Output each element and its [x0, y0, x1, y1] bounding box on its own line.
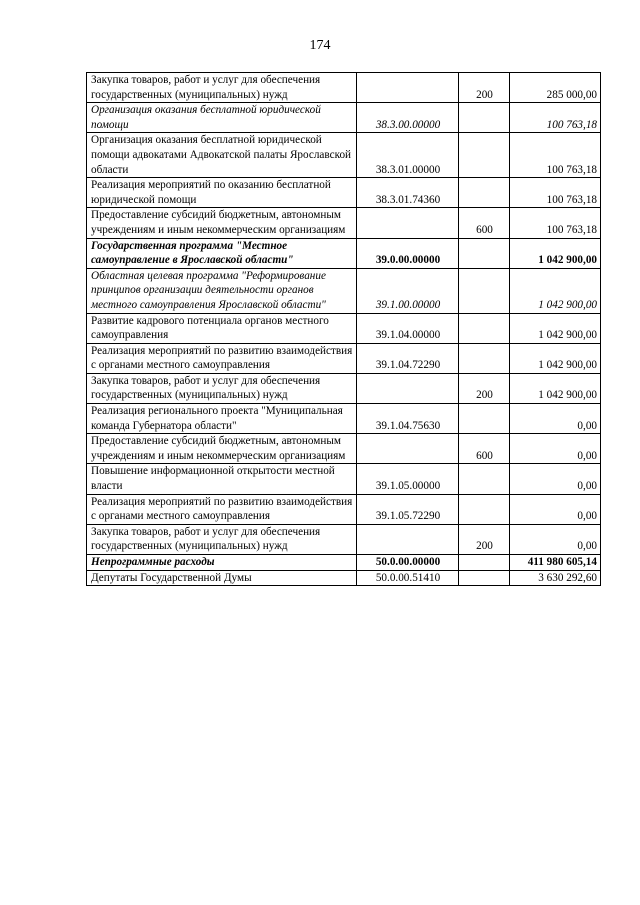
- row-sum-cell: 1 042 900,00: [510, 238, 601, 268]
- table-row: [87, 555, 601, 571]
- table-row: [87, 464, 601, 494]
- row-sum-cell: 1 042 900,00: [510, 373, 601, 403]
- row-name-cell: Реализация регионального проекта "Муниципальная команда Губернатора области": [87, 404, 357, 434]
- row-code-cell: 38.3.01.74360: [357, 178, 459, 208]
- row-type-cell: [459, 313, 510, 343]
- row-type-cell: 600: [459, 434, 510, 464]
- row-name-cell: Реализация мероприятий по развитию взаимодействия с органами местного самоуправления: [87, 494, 357, 524]
- row-name-cell: Организация оказания бесплатной юридической помощи адвокатами Адвокатской палаты Ярославской области: [87, 133, 357, 178]
- row-type-cell: 200: [459, 73, 510, 103]
- row-name-cell: Закупка товаров, работ и услуг для обеспечения государственных (муниципальных) нужд: [87, 373, 357, 403]
- page-number: 174: [309, 38, 331, 53]
- row-code-cell: [357, 524, 459, 554]
- row-type-cell: [459, 404, 510, 434]
- row-code-cell: [357, 434, 459, 464]
- row-sum-cell: 1 042 900,00: [510, 343, 601, 373]
- budget-table-body: [87, 73, 601, 586]
- table-row: [87, 494, 601, 524]
- row-sum-cell: 285 000,00: [510, 73, 601, 103]
- row-name-cell: Областная целевая программа "Реформирование принципов организации деятельности органов местного самоуправления Ярославской области": [87, 268, 357, 313]
- row-code-cell: 39.1.04.75630: [357, 404, 459, 434]
- row-sum-cell: 3 630 292,60: [510, 570, 601, 586]
- row-code-cell: 50.0.00.51410: [357, 570, 459, 586]
- row-sum-cell: 0,00: [510, 404, 601, 434]
- row-name-cell: Закупка товаров, работ и услуг для обеспечения государственных (муниципальных) нужд: [87, 524, 357, 554]
- row-name-cell: Повышение информационной открытости местной власти: [87, 464, 357, 494]
- row-type-cell: [459, 178, 510, 208]
- row-type-cell: 200: [459, 524, 510, 554]
- row-sum-cell: 0,00: [510, 464, 601, 494]
- row-code-cell: 38.3.01.00000: [357, 133, 459, 178]
- row-sum-cell: 411 980 605,14: [510, 555, 601, 571]
- row-name-cell: Непрограммные расходы: [87, 555, 357, 571]
- table-row: [87, 373, 601, 403]
- table-row: [87, 524, 601, 554]
- table-row: [87, 268, 601, 313]
- table-row: [87, 133, 601, 178]
- row-code-cell: 39.1.04.00000: [357, 313, 459, 343]
- row-name-cell: Государственная программа "Местное самоуправление в Ярославской области": [87, 238, 357, 268]
- row-type-cell: [459, 570, 510, 586]
- table-row: [87, 178, 601, 208]
- row-sum-cell: 100 763,18: [510, 208, 601, 238]
- budget-table: [86, 72, 601, 586]
- row-type-cell: 600: [459, 208, 510, 238]
- row-code-cell: 50.0.00.00000: [357, 555, 459, 571]
- row-name-cell: Предоставление субсидий бюджетным, автономным учреждениям и иным некоммерческим организациям: [87, 434, 357, 464]
- row-type-cell: [459, 103, 510, 133]
- row-type-cell: [459, 464, 510, 494]
- row-type-cell: [459, 343, 510, 373]
- table-row: [87, 73, 601, 103]
- table-row: [87, 404, 601, 434]
- row-type-cell: [459, 133, 510, 178]
- row-sum-cell: 0,00: [510, 494, 601, 524]
- row-code-cell: 38.3.00.00000: [357, 103, 459, 133]
- row-sum-cell: 100 763,18: [510, 178, 601, 208]
- row-type-cell: [459, 555, 510, 571]
- row-type-cell: [459, 268, 510, 313]
- table-row: [87, 313, 601, 343]
- row-name-cell: Закупка товаров, работ и услуг для обеспечения государственных (муниципальных) нужд: [87, 73, 357, 103]
- table-row: [87, 238, 601, 268]
- row-code-cell: 39.0.00.00000: [357, 238, 459, 268]
- row-type-cell: [459, 494, 510, 524]
- row-sum-cell: 1 042 900,00: [510, 268, 601, 313]
- row-type-cell: 200: [459, 373, 510, 403]
- row-name-cell: Реализация мероприятий по развитию взаимодействия с органами местного самоуправления: [87, 343, 357, 373]
- row-name-cell: Развитие кадрового потенциала органов местного самоуправления: [87, 313, 357, 343]
- row-code-cell: 39.1.05.72290: [357, 494, 459, 524]
- row-sum-cell: 100 763,18: [510, 103, 601, 133]
- row-code-cell: 39.1.04.72290: [357, 343, 459, 373]
- table-row: [87, 434, 601, 464]
- row-type-cell: [459, 238, 510, 268]
- row-code-cell: [357, 208, 459, 238]
- row-name-cell: Предоставление субсидий бюджетным, автономным учреждениям и иным некоммерческим организациям: [87, 208, 357, 238]
- row-name-cell: Реализация мероприятий по оказанию бесплатной юридической помощи: [87, 178, 357, 208]
- row-sum-cell: 0,00: [510, 434, 601, 464]
- row-name-cell: Организация оказания бесплатной юридической помощи: [87, 103, 357, 133]
- row-name-cell: Депутаты Государственной Думы: [87, 570, 357, 586]
- table-row: [87, 103, 601, 133]
- row-sum-cell: 1 042 900,00: [510, 313, 601, 343]
- table-row: [87, 570, 601, 586]
- row-code-cell: 39.1.05.00000: [357, 464, 459, 494]
- row-code-cell: [357, 73, 459, 103]
- table-row: [87, 208, 601, 238]
- row-code-cell: 39.1.00.00000: [357, 268, 459, 313]
- table-row: [87, 343, 601, 373]
- row-sum-cell: 100 763,18: [510, 133, 601, 178]
- row-code-cell: [357, 373, 459, 403]
- row-sum-cell: 0,00: [510, 524, 601, 554]
